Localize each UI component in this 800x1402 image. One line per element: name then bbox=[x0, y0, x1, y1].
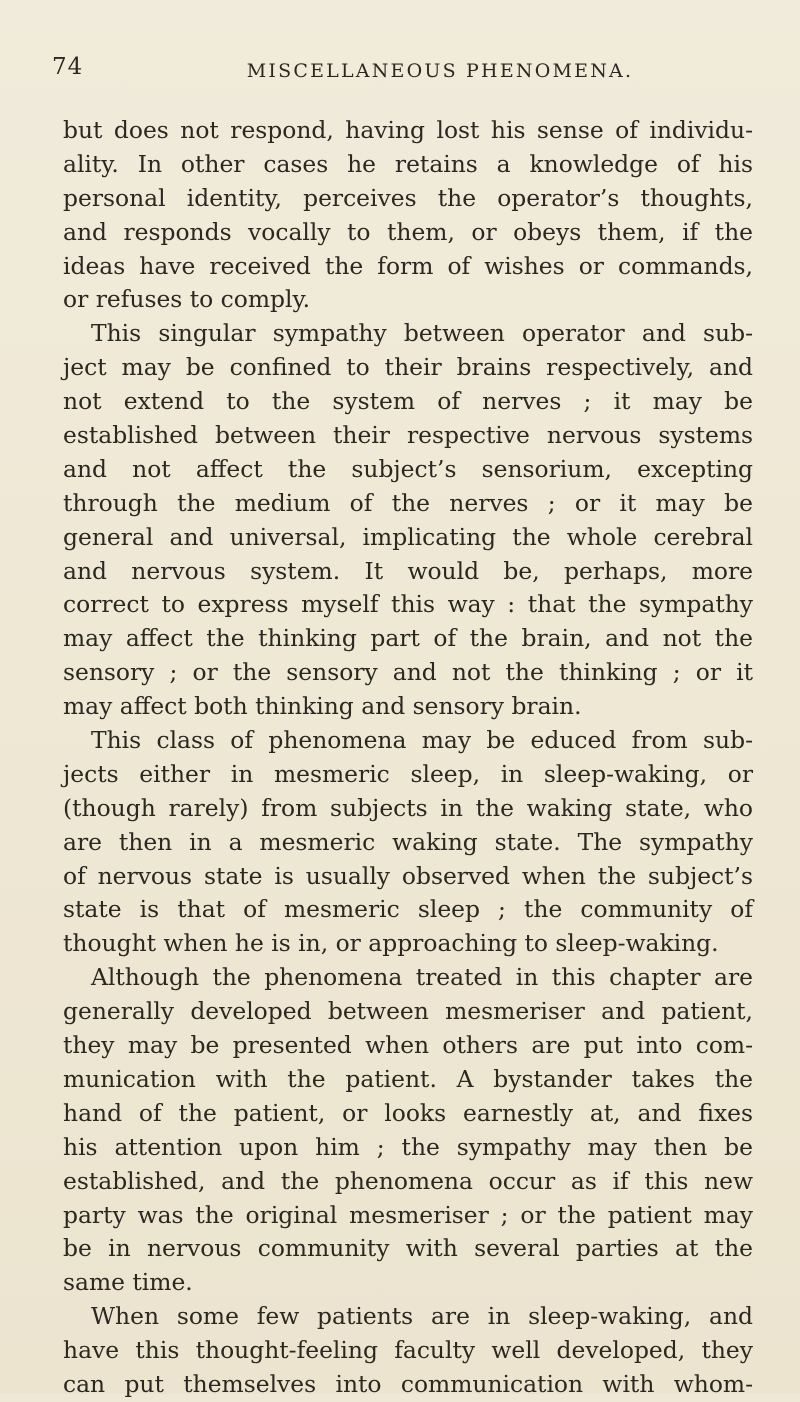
text-line: or refuses to comply. bbox=[63, 285, 311, 314]
text-line: hand of the patient, or looks earnestly at, and fixes bbox=[63, 1098, 753, 1127]
text-line: may affect the thinking part of the brain, and not the bbox=[63, 624, 753, 653]
text-line: established between their respective nervous systems bbox=[63, 421, 753, 450]
text-line: sensory ; or the sensory and not the thinking ; or it bbox=[63, 658, 753, 687]
text-line: personal identity, perceives the operator’s thoughts, bbox=[63, 183, 753, 212]
paragraph-start-line: This singular sympathy between operator and sub- bbox=[91, 319, 753, 348]
paragraph-start-line: When some few patients are in sleep-waking, and bbox=[91, 1302, 753, 1331]
text-line: correct to express myself this way : that the sympathy bbox=[63, 590, 753, 619]
text-line: and not affect the subject’s sensorium, excepting bbox=[63, 454, 753, 483]
text-line: through the medium of the nerves ; or it may be bbox=[63, 488, 753, 517]
text-line: party was the original mesmeriser ; or the patient may bbox=[63, 1200, 753, 1229]
text-line: be in nervous community with several parties at the bbox=[63, 1234, 753, 1263]
page-number: 74 bbox=[52, 54, 84, 80]
text-line: and nervous system. It would be, perhaps, more bbox=[63, 556, 753, 585]
text-line: jects either in mesmeric sleep, in sleep-waking, or bbox=[63, 759, 753, 788]
text-line: ality. In other cases he retains a knowledge of his bbox=[63, 149, 753, 178]
text-line: are then in a mesmeric waking state. The sympathy bbox=[63, 827, 753, 856]
text-line: can put themselves into communication with whom- bbox=[63, 1369, 753, 1398]
text-line: established, and the phenomena occur as if this new bbox=[63, 1166, 753, 1195]
text-line: they may be presented when others are put into com- bbox=[63, 1031, 753, 1060]
text-line: same time. bbox=[63, 1268, 193, 1297]
text-line: have this thought-feeling faculty well developed, they bbox=[63, 1336, 753, 1365]
text-line: (though rarely) from subjects in the waking state, who bbox=[63, 793, 753, 822]
text-line: general and universal, implicating the whole cerebral bbox=[63, 522, 753, 551]
text-line: of nervous state is usually observed when the subject’s bbox=[63, 861, 753, 890]
text-line: may affect both thinking and sensory brain. bbox=[63, 692, 582, 721]
text-line: generally developed between mesmeriser and patient, bbox=[63, 997, 753, 1026]
text-line: but does not respond, having lost his sense of individu- bbox=[63, 116, 753, 144]
text-line: ideas have received the form of wishes or commands, bbox=[63, 251, 753, 280]
paragraph-start-line: This class of phenomena may be educed from sub- bbox=[91, 726, 753, 755]
text-line: munication with the patient. A bystander takes the bbox=[63, 1064, 753, 1093]
body-text bbox=[63, 114, 753, 1402]
text-line: state is that of mesmeric sleep ; the community of bbox=[63, 895, 753, 924]
text-line: his attention upon him ; the sympathy may then be bbox=[63, 1132, 753, 1161]
text-line: ject may be confined to their brains respectively, and bbox=[63, 353, 753, 382]
text-line: thought when he is in, or approaching to sleep-waking. bbox=[63, 929, 719, 958]
paragraph-start-line: Although the phenomena treated in this chapter are bbox=[91, 963, 753, 992]
text-line: and responds vocally to them, or obeys them, if the bbox=[63, 217, 753, 246]
text-line: not extend to the system of nerves ; it may be bbox=[63, 387, 753, 416]
running-head: MISCELLANEOUS PHENOMENA. bbox=[246, 60, 634, 82]
page-header bbox=[52, 54, 742, 88]
